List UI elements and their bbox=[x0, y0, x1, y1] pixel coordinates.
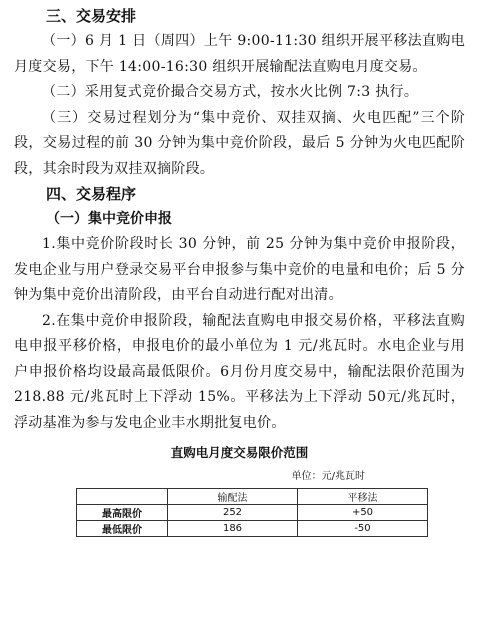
row-label-max: 最高限价 bbox=[77, 505, 168, 521]
cell-max-shift: +50 bbox=[298, 505, 428, 521]
table-row bbox=[77, 505, 428, 521]
table-row bbox=[77, 521, 428, 537]
row-label-min: 最低限价 bbox=[77, 521, 168, 537]
section-3-paragraph-2: （二）采用复式竞价撮合交易方式，按水火比例 7:3 执行。 bbox=[42, 84, 419, 100]
section-3-paragraph-1: （一）6 月 1 日（周四）上午 9:00-11:30 组织开展平移法直购电月度交易，下午 14:00-16:30 组织开展输配法直购电月度交易。 bbox=[14, 33, 465, 75]
section-3-paragraph-3: （三）交易过程划分为“集中竞价、双挂双摘、火电匹配”三个阶段，交易过程的前 30 分钟为集中竞价阶段，最后 5 分钟为火电匹配阶段，其余时段为双挂双摘阶段。 bbox=[14, 109, 465, 177]
section-4-subheading: （一）集中竞价申报 bbox=[46, 211, 172, 227]
section-4-paragraph-1: 1.集中竞价阶段时长 30 分钟，前 25 分钟为集中竞价申报阶段，发电企业与用户登录交易平台申报参与集中竞价的电量和电价；后 5 分钟为集中竞价出清阶段，由平台自动进行配对出清。 bbox=[14, 236, 465, 303]
table-title: 直购电月度交易限价范围 bbox=[170, 445, 309, 460]
table-header-row bbox=[77, 489, 428, 505]
table-header-shift: 平移法 bbox=[298, 489, 428, 505]
table-header-transmission: 输配法 bbox=[168, 489, 298, 505]
cell-min-transmission: 186 bbox=[168, 521, 298, 537]
section-3-heading: 三、交易安排 bbox=[46, 7, 137, 25]
table-unit: 单位：元/兆瓦时 bbox=[291, 471, 365, 482]
cell-min-shift: -50 bbox=[298, 521, 428, 537]
section-4-paragraph-2: 2.在集中竞价申报阶段，输配法直购电申报交易价格，平移法直购电申报平移价格，申报电价的最小单位为 1 元/兆瓦时。水电企业与用户申报价格均设最高最低限价。6月份月度交易中，输配法限价范围为 218.88 元/兆瓦时上下浮动 15%。平移法为上下浮动 50元/兆瓦时，浮动基准为参与发电企业丰水期批复电价。 bbox=[14, 312, 465, 431]
section-4-heading: 四、交易程序 bbox=[46, 185, 137, 203]
price-limit-table bbox=[76, 488, 428, 537]
table-header-blank bbox=[77, 489, 168, 505]
cell-max-transmission: 252 bbox=[168, 505, 298, 521]
